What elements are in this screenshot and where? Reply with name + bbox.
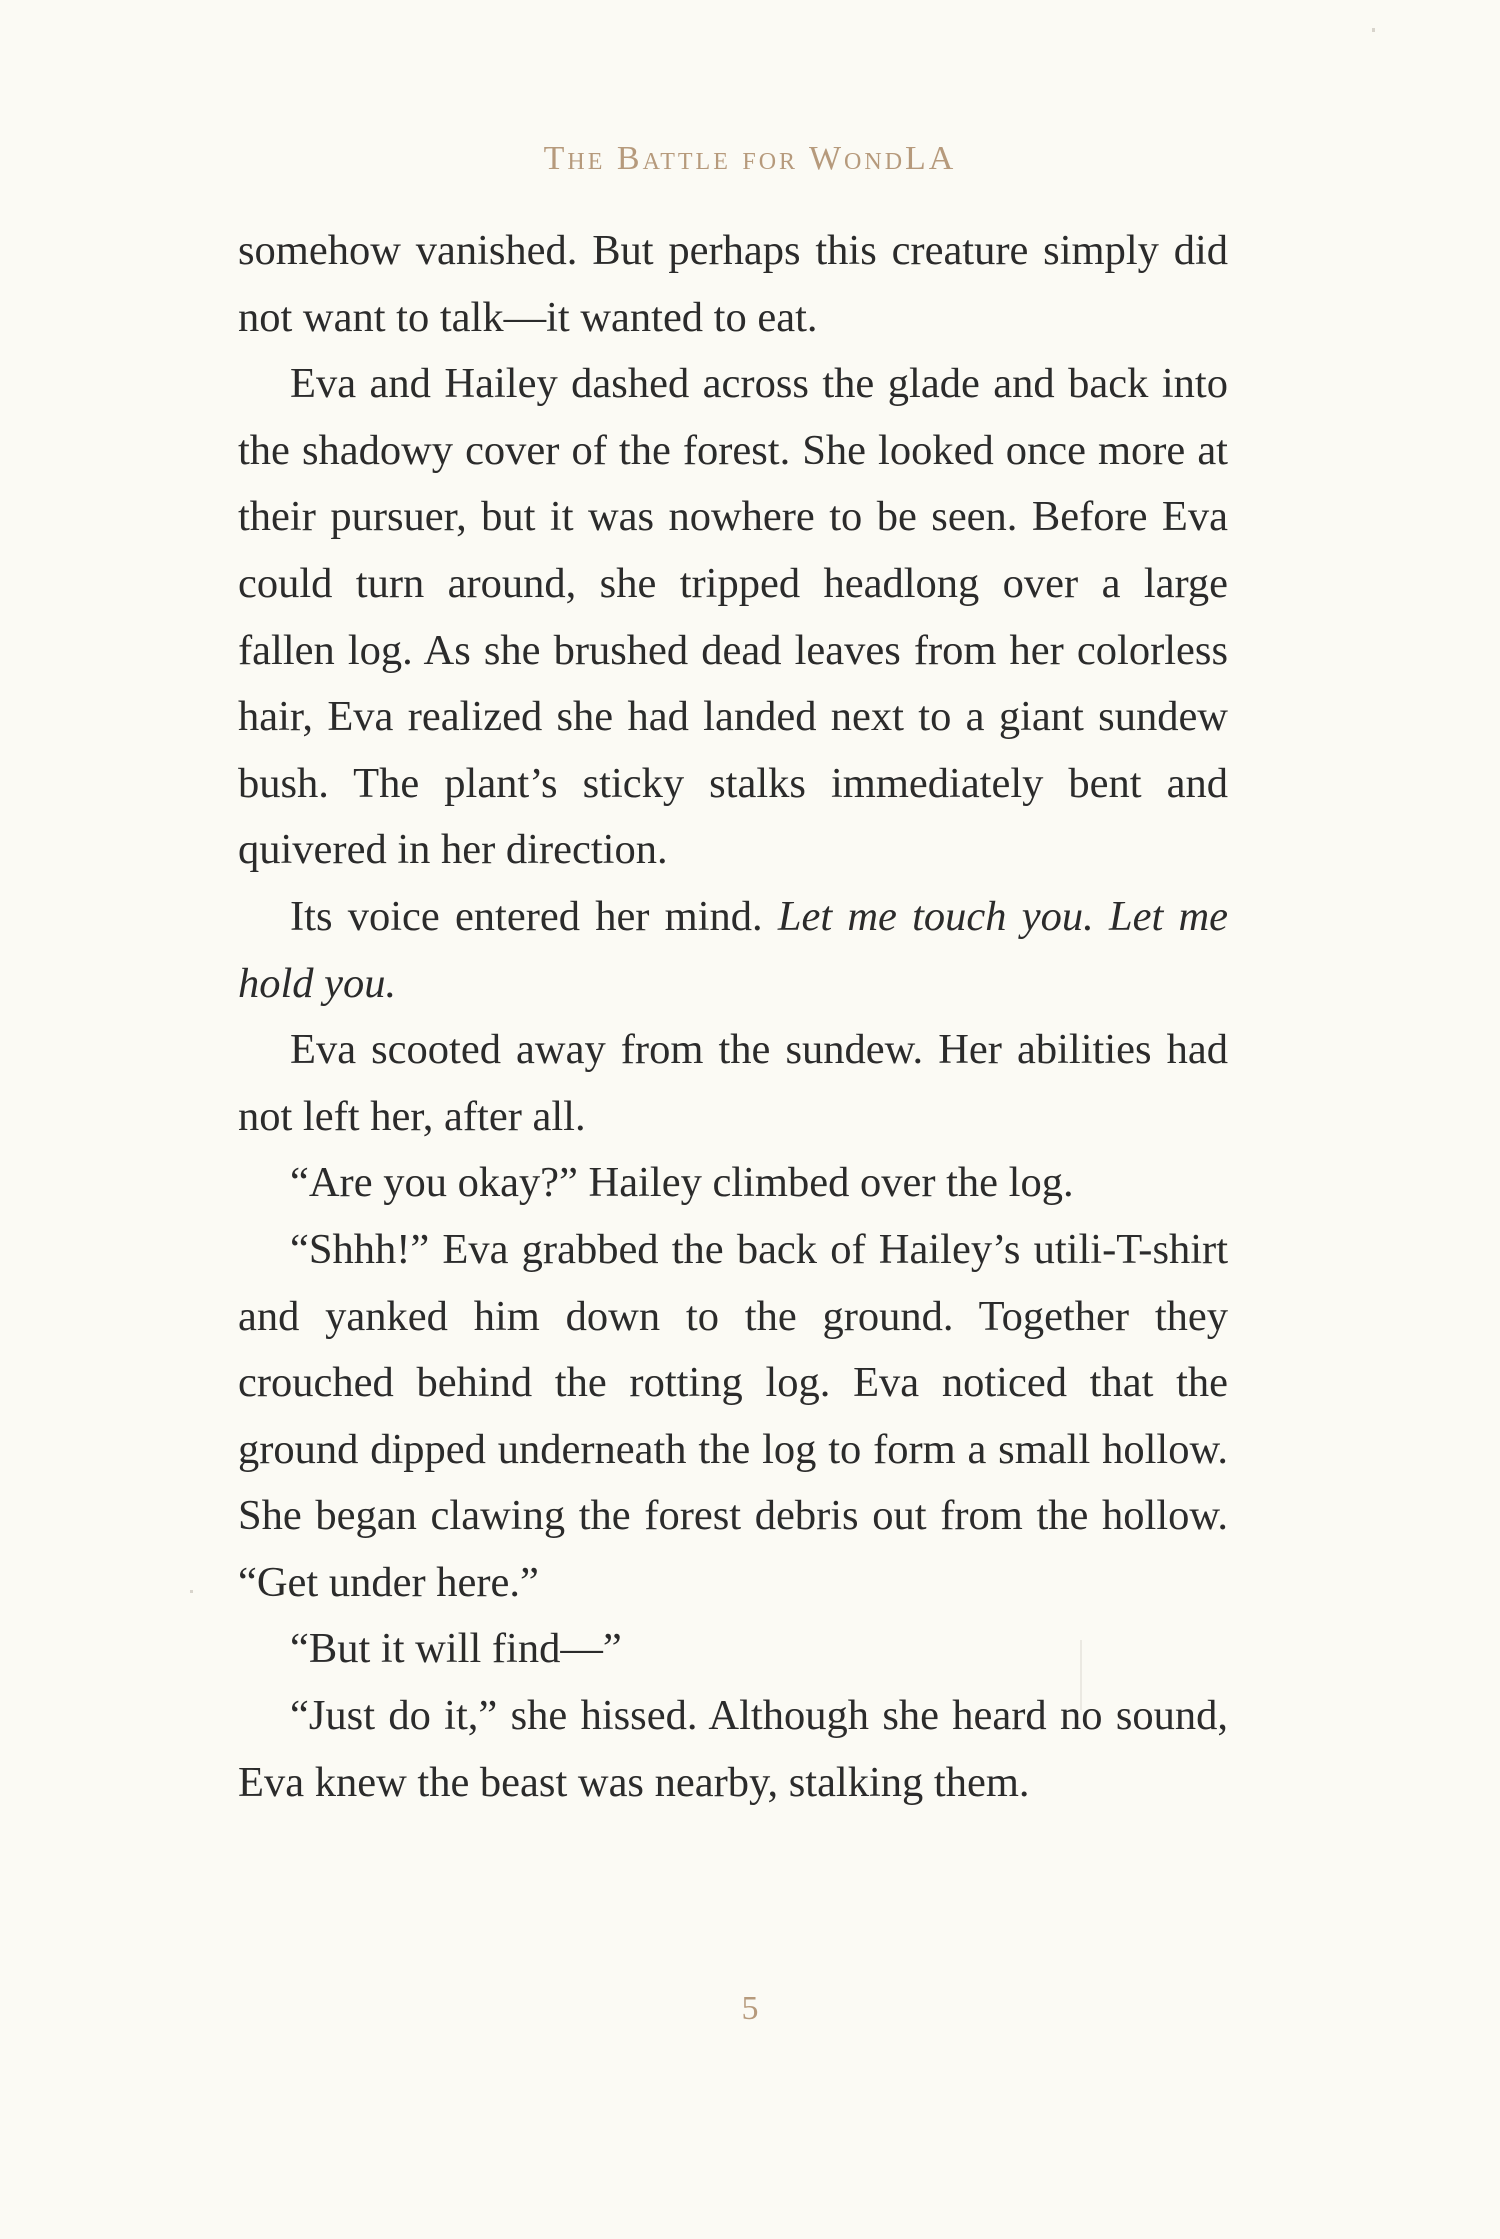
text-run: Eva scooted away from the sundew. Her abilities had not left her, after all. — [238, 1026, 1228, 1140]
paragraph — [238, 1217, 1228, 1617]
paper-speck — [1080, 1640, 1082, 1710]
body-text — [238, 218, 1228, 1816]
text-run: somehow vanished. But perhaps this creature simply did not want to talk—it wanted to eat. — [238, 227, 1228, 341]
text-run: “But it will find—” — [290, 1625, 622, 1673]
text-run: “Just do it,” she hissed. Although she heard no sound, Eva knew the beast was nearby, stalking them. — [238, 1692, 1228, 1806]
text-run: Its voice entered her mind. — [290, 892, 778, 940]
paragraph — [238, 218, 1228, 351]
page-number: 5 — [741, 1990, 759, 2027]
paragraph — [238, 884, 1228, 1017]
running-head: The Battle for WondLA — [543, 140, 957, 177]
paragraph — [238, 1017, 1228, 1150]
paper-speck — [190, 1590, 193, 1593]
text-run: Eva and Hailey dashed across the glade and back into the shadowy cover of the forest. She looked once more at their pursuer, but it was nowhere to be seen. Before Eva could turn around, she tripped headlong over a large fallen log. As she brushed dead leaves from her colorless hair, Eva realized she had landed next to a giant sundew bush. The plant’s sticky stalks immediately bent and quivered in her direction. — [238, 360, 1228, 874]
italic-text: Let me touch you. Let me hold you. — [238, 892, 1229, 1007]
text-run: “Shhh!” Eva grabbed the back of Hailey’s utili-T-shirt and yanked him down to the ground. Together they crouched behind the rotting log. Eva noticed that the ground dipped underneath the log to form a small hollow. She began clawing the forest debris out from the hollow. “Get under here.” — [238, 1225, 1228, 1606]
paper-speck — [1372, 28, 1375, 32]
paragraph — [238, 351, 1228, 884]
text-run: “Are you okay?” Hailey climbed over the log. — [290, 1159, 1074, 1207]
paragraph — [238, 1150, 1228, 1217]
